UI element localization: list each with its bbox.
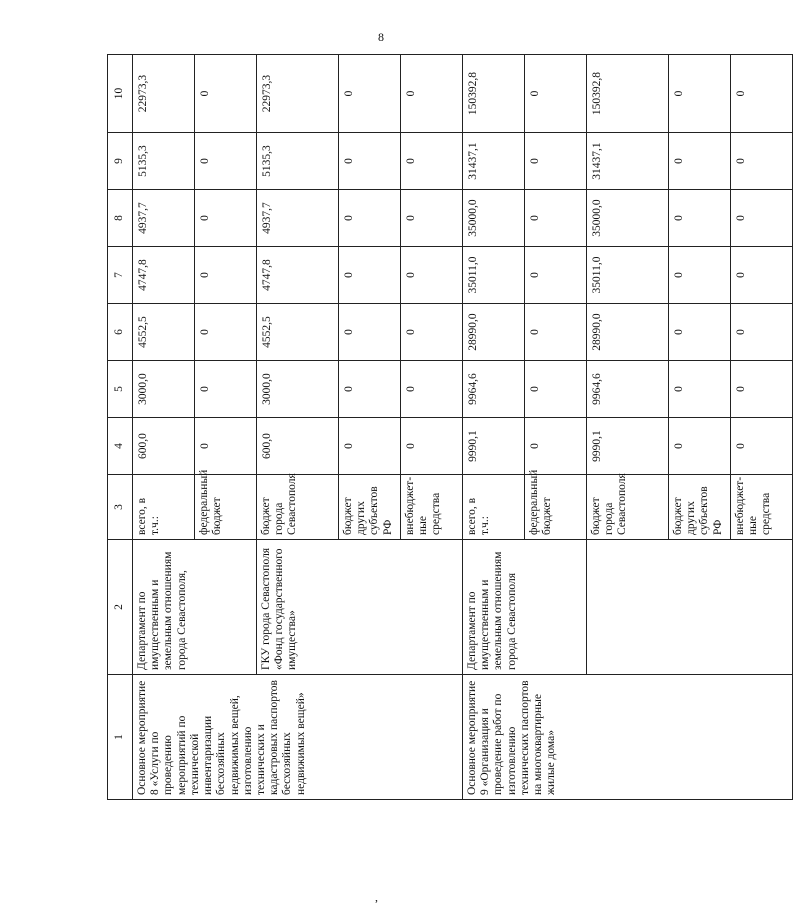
value-cell: 9964,6 bbox=[463, 361, 525, 418]
value-cell: 0 bbox=[339, 190, 401, 247]
activity-cell: Основное мероприятие 8 «Услуги по проведению мероприятий по технической инвентаризации бесхозяйных недвижимых вещей, изготовлению технических и кадастровых паспортов бесхозяйных недвижимых вещей» bbox=[133, 675, 463, 800]
value-cell: 0 bbox=[669, 304, 731, 361]
funding-source-cell: федеральный бюджет bbox=[195, 475, 257, 540]
funding-source-cell: внебюджет-ные средства bbox=[401, 475, 463, 540]
value-cell: 31437,1 bbox=[463, 133, 525, 190]
value-cell: 0 bbox=[525, 55, 587, 133]
value-cell: 0 bbox=[195, 190, 257, 247]
funding-source-cell: федеральный бюджет bbox=[525, 475, 587, 540]
value-cell: 0 bbox=[401, 133, 463, 190]
value-cell: 0 bbox=[669, 133, 731, 190]
value-cell: 600,0 bbox=[133, 418, 195, 475]
value-cell: 0 bbox=[525, 133, 587, 190]
value-cell: 150392,8 bbox=[463, 55, 525, 133]
executor-cell: Департамент по имущественным и земельным отношениям города Севастополя bbox=[463, 540, 587, 675]
value-cell: 0 bbox=[195, 55, 257, 133]
value-cell: 0 bbox=[401, 418, 463, 475]
footer-mark: , bbox=[375, 890, 378, 904]
value-cell: 22973,3 bbox=[133, 55, 195, 133]
rotated-table-area bbox=[107, 55, 773, 800]
value-cell: 4937,7 bbox=[133, 190, 195, 247]
value-cell: 0 bbox=[339, 55, 401, 133]
value-cell: 0 bbox=[731, 247, 793, 304]
value-cell: 0 bbox=[401, 190, 463, 247]
executor-cell bbox=[587, 540, 793, 675]
value-cell: 0 bbox=[669, 418, 731, 475]
value-cell: 0 bbox=[525, 304, 587, 361]
header-cell: 7 bbox=[108, 247, 133, 304]
header-cell: 1 bbox=[108, 675, 133, 800]
funding-source-cell: всего, в т.ч.: bbox=[463, 475, 525, 540]
header-cell: 4 bbox=[108, 418, 133, 475]
value-cell: 0 bbox=[731, 304, 793, 361]
value-cell: 600,0 bbox=[257, 418, 339, 475]
value-cell: 22973,3 bbox=[257, 55, 339, 133]
value-cell: 5135,3 bbox=[257, 133, 339, 190]
value-cell: 0 bbox=[339, 304, 401, 361]
value-cell: 3000,0 bbox=[133, 361, 195, 418]
value-cell: 35000,0 bbox=[463, 190, 525, 247]
header-cell: 9 bbox=[108, 133, 133, 190]
value-cell: 0 bbox=[339, 133, 401, 190]
value-cell: 0 bbox=[669, 55, 731, 133]
value-cell: 9990,1 bbox=[463, 418, 525, 475]
header-row bbox=[108, 55, 133, 800]
funding-source-cell: внебюджет-ные средства bbox=[731, 475, 793, 540]
value-cell: 35011,0 bbox=[587, 247, 669, 304]
value-cell: 0 bbox=[525, 418, 587, 475]
funding-source-cell: бюджет города Севастополя bbox=[587, 475, 669, 540]
funding-source-cell: всего, в т.ч.: bbox=[133, 475, 195, 540]
executor-cell: Департамент по имущественным и земельным отношениям города Севастополя, bbox=[133, 540, 257, 675]
value-cell: 4747,8 bbox=[257, 247, 339, 304]
page-number: 8 bbox=[378, 30, 384, 44]
activity-cell: Основное мероприятие 9 «Организация и проведение работ по изготовлению технических паспортов на многоквартирные жилые дома» bbox=[463, 675, 793, 800]
value-cell: 4552,5 bbox=[257, 304, 339, 361]
table-row bbox=[133, 55, 195, 800]
value-cell: 4747,8 bbox=[133, 247, 195, 304]
header-cell: 5 bbox=[108, 361, 133, 418]
table-row bbox=[463, 55, 525, 800]
header-cell: 6 bbox=[108, 304, 133, 361]
value-cell: 0 bbox=[525, 247, 587, 304]
value-cell: 0 bbox=[731, 55, 793, 133]
header-cell: 3 bbox=[108, 475, 133, 540]
value-cell: 0 bbox=[339, 247, 401, 304]
value-cell: 0 bbox=[669, 361, 731, 418]
value-cell: 28990,0 bbox=[463, 304, 525, 361]
value-cell: 0 bbox=[731, 361, 793, 418]
value-cell: 0 bbox=[401, 247, 463, 304]
value-cell: 150392,8 bbox=[587, 55, 669, 133]
value-cell: 0 bbox=[525, 361, 587, 418]
value-cell: 4552,5 bbox=[133, 304, 195, 361]
header-cell: 10 bbox=[108, 55, 133, 133]
value-cell: 0 bbox=[195, 304, 257, 361]
value-cell: 35000,0 bbox=[587, 190, 669, 247]
value-cell: 0 bbox=[401, 304, 463, 361]
value-cell: 0 bbox=[339, 418, 401, 475]
value-cell: 0 bbox=[401, 55, 463, 133]
value-cell: 0 bbox=[339, 361, 401, 418]
header-cell: 8 bbox=[108, 190, 133, 247]
value-cell: 5135,3 bbox=[133, 133, 195, 190]
value-cell: 0 bbox=[731, 133, 793, 190]
value-cell: 0 bbox=[669, 247, 731, 304]
executor-cell: ГКУ города Севастополя «Фонд государственного имущества» bbox=[257, 540, 463, 675]
value-cell: 0 bbox=[195, 361, 257, 418]
funding-source-cell: бюджет города Севастополя bbox=[257, 475, 339, 540]
header-cell: 2 bbox=[108, 540, 133, 675]
value-cell: 0 bbox=[731, 190, 793, 247]
value-cell: 0 bbox=[401, 361, 463, 418]
value-cell: 28990,0 bbox=[587, 304, 669, 361]
value-cell: 3000,0 bbox=[257, 361, 339, 418]
budget-table bbox=[107, 54, 793, 800]
value-cell: 0 bbox=[195, 247, 257, 304]
value-cell: 35011,0 bbox=[463, 247, 525, 304]
value-cell: 0 bbox=[525, 190, 587, 247]
funding-source-cell: бюджет других субъектов РФ bbox=[669, 475, 731, 540]
value-cell: 0 bbox=[669, 190, 731, 247]
funding-source-cell: бюджет других субъектов РФ bbox=[339, 475, 401, 540]
value-cell: 9964,6 bbox=[587, 361, 669, 418]
value-cell: 0 bbox=[731, 418, 793, 475]
value-cell: 9990,1 bbox=[587, 418, 669, 475]
value-cell: 0 bbox=[195, 133, 257, 190]
value-cell: 4937,7 bbox=[257, 190, 339, 247]
value-cell: 0 bbox=[195, 418, 257, 475]
value-cell: 31437,1 bbox=[587, 133, 669, 190]
